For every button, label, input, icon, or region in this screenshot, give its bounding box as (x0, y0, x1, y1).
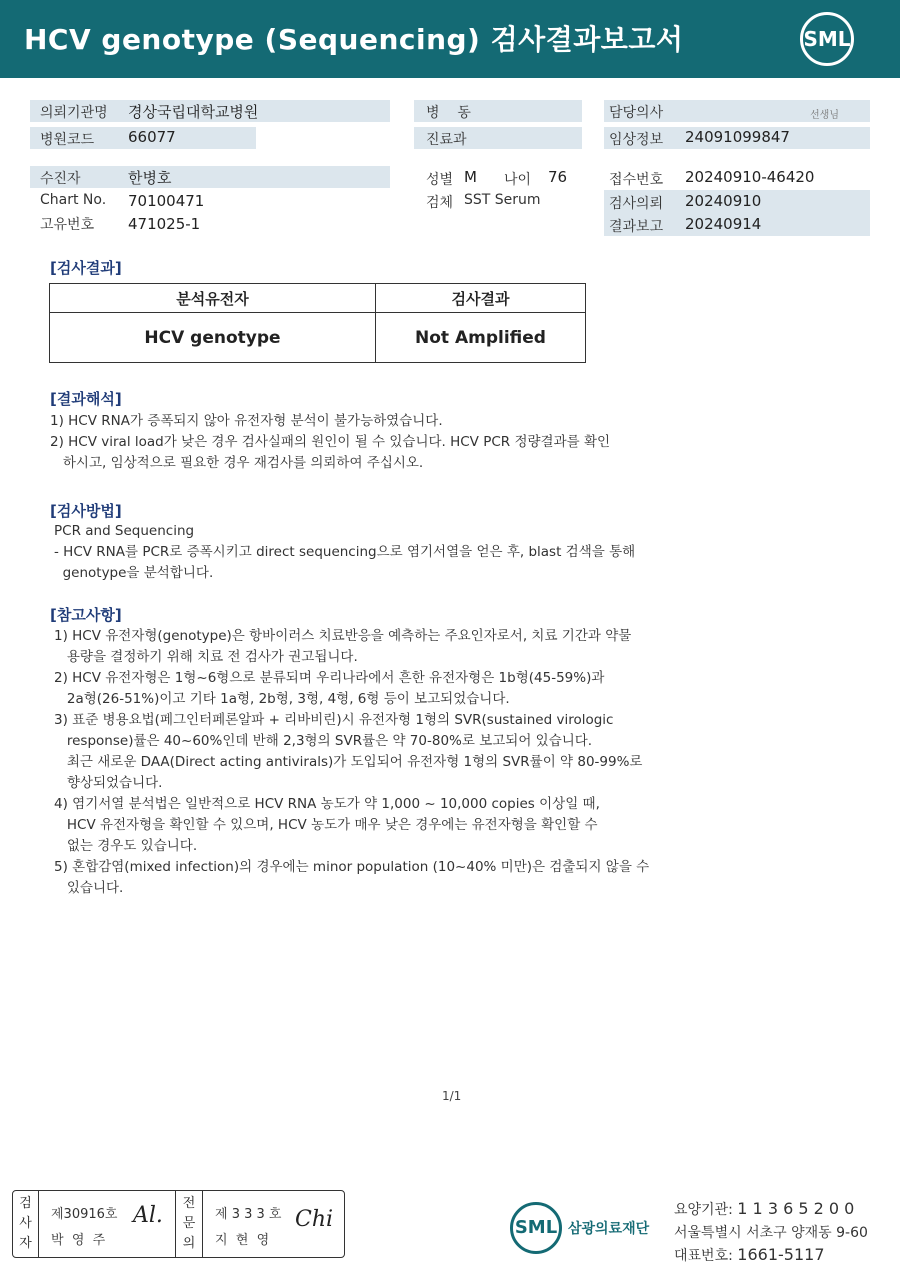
specimen-label: 검체 (426, 195, 454, 211)
sex-label: 성별 (426, 172, 454, 188)
dept-label: 진료과 (426, 132, 467, 148)
interpretation-line: 2) HCV viral load가 낮은 경우 검사실패의 원인이 될 수 있습니다. HCV PCR 정량결과를 확인 (50, 434, 611, 450)
result-section-title: [검사결과] (50, 259, 122, 277)
result-table (49, 283, 586, 363)
footer-phone-label: 대표번호: (674, 1248, 733, 1264)
hospital-code-label: 병원코드 (40, 132, 95, 148)
result-gene-cell: HCV genotype (50, 313, 376, 363)
receipt-value: 20240910-46420 (685, 168, 815, 186)
notes-line: response)률은 40~60%인데 반해 2,3형의 SVR률은 약 70-80%로 보고되어 있습니다. (54, 733, 593, 749)
notes-line: 2a형(26-51%)이고 기타 1a형, 2b형, 3형, 4형, 6형 등이 보고되었습니다. (54, 691, 510, 707)
footer-phone-value: 1661-5117 (737, 1245, 825, 1264)
notes-line: 향상되었습니다. (54, 775, 163, 791)
notes-line: 2) HCV 유전자형은 1형~6형으로 분류되며 우리나라에서 흔한 유전자형은 1b형(45-59%)과 (54, 670, 605, 686)
notes-line: HCV 유전자형을 확인할 수 있으며, HCV 농도가 매우 낮은 경우에는 유전자형을 확인할 수 (54, 817, 598, 833)
footer-code (674, 1199, 854, 1219)
sml-logo: SML (800, 12, 854, 66)
notes-line: 최근 새로운 DAA(Direct acting antivirals)가 도입되어 유전자형 1형의 SVR률이 약 80-99%로 (54, 754, 643, 770)
institution-value: 경상국립대학교병원 (128, 103, 259, 121)
specialist-signature: Chi (295, 1207, 334, 1232)
patient-value: 한병호 (128, 169, 172, 187)
tester-signature: Al. (133, 1203, 163, 1228)
institution-label: 의뢰기관명 (40, 105, 108, 121)
notes-line: 5) 혼합감염(mixed infection)의 경우에는 minor population (10~40% 미만)은 검출되지 않을 수 (54, 859, 650, 875)
notes-line: 있습니다. (54, 880, 124, 896)
report-header (0, 0, 900, 78)
interpretation-title: [결과해석] (50, 390, 122, 408)
tester-label-text: 검사자 (19, 1196, 32, 1251)
sex-value: M (464, 168, 477, 186)
tester-name: 박 영 주 (51, 1233, 106, 1248)
patient-label: 수진자 (40, 171, 81, 187)
age-value: 76 (548, 168, 568, 186)
unique-value: 471025-1 (128, 215, 201, 233)
result-value-cell: Not Amplified (376, 313, 586, 363)
specialist-name: 지 현 영 (215, 1233, 270, 1248)
signature-box (12, 1190, 345, 1258)
doctor-suffix: 선생님 (810, 110, 839, 121)
doctor-label: 담당의사 (609, 105, 664, 121)
footer-address: 서울특별시 서초구 양재동 9-60 (674, 1225, 868, 1241)
method-title: [검사방법] (50, 502, 122, 520)
hospital-code-value: 66077 (128, 128, 176, 146)
footer-org-name: 삼광의료재단 (568, 1221, 650, 1237)
specimen-value: SST Serum (464, 192, 541, 208)
footer-phone (674, 1245, 825, 1265)
chart-label: Chart No. (40, 192, 107, 208)
footer-code-label: 요양기관: (674, 1202, 733, 1218)
chart-value: 70100471 (128, 192, 205, 210)
clinical-value: 24091099847 (685, 128, 790, 146)
report-label: 결과보고 (609, 219, 664, 235)
tester-number: 제30916호 (51, 1207, 118, 1222)
notes-title: [참고사항] (50, 606, 122, 624)
request-label: 검사의뢰 (609, 196, 664, 212)
method-line: genotype을 분석합니다. (54, 565, 214, 581)
notes-line: 1) HCV 유전자형(genotype)은 항바이러스 치료반응을 예측하는 주요인자로서, 치료 기간과 약물 (54, 628, 632, 644)
interpretation-line: 1) HCV RNA가 증폭되지 않아 유전자형 분석이 불가능하였습니다. (50, 413, 443, 429)
specialist-number: 제 3 3 3 호 (215, 1207, 282, 1222)
method-line: PCR and Sequencing (54, 523, 195, 539)
specialist-label-text: 전문의 (182, 1196, 196, 1251)
report-title: HCV genotype (Sequencing) 검사결과보고서 (24, 23, 684, 56)
age-label: 나이 (504, 172, 532, 188)
footer-sml-mark: SML (510, 1202, 562, 1254)
footer-code-value: 1 1 3 6 5 2 0 0 (737, 1199, 855, 1218)
interpretation-line: 하시고, 임상적으로 필요한 경우 재검사를 의뢰하여 주십시오. (50, 455, 424, 471)
notes-line: 3) 표준 병용요법(페그인터페론알파 + 리바비린)시 유전자형 1형의 SVR(sustained virologic (54, 712, 614, 728)
tester-label (13, 1191, 39, 1257)
receipt-label: 접수번호 (609, 172, 664, 188)
patient-bar (30, 166, 390, 188)
unique-label: 고유번호 (40, 217, 95, 233)
notes-line: 용량을 결정하기 위해 치료 전 검사가 권고됩니다. (54, 649, 358, 665)
notes-line: 4) 염기서열 분석법은 일반적으로 HCV RNA 농도가 약 1,000 ~ 10,000 copies 이상일 때, (54, 796, 600, 812)
ward-label: 병 동 (426, 105, 471, 121)
notes-line: 없는 경우도 있습니다. (54, 838, 198, 854)
result-col-result: 검사결과 (376, 284, 586, 313)
specialist-label (175, 1191, 203, 1257)
method-line: - HCV RNA를 PCR로 증폭시키고 direct sequencing으로 염기서열을 얻은 후, blast 검색을 통해 (54, 544, 636, 560)
request-value: 20240910 (685, 192, 762, 210)
clinical-label: 임상정보 (609, 132, 664, 148)
report-value: 20240914 (685, 215, 762, 233)
result-col-gene: 분석유전자 (50, 284, 376, 313)
page-number: 1/1 (442, 1089, 462, 1103)
